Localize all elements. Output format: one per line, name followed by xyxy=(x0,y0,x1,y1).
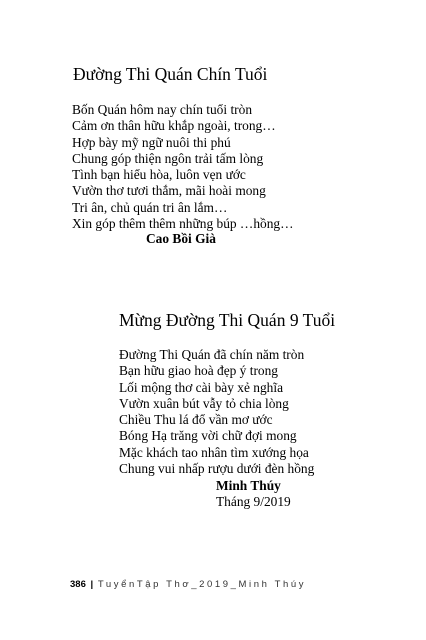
poem1-author: Cao Bồi Già xyxy=(146,231,216,246)
poem2-line: Bóng Hạ trăng vời chữ đợi mong xyxy=(119,428,297,444)
poem2-line: Đường Thi Quán đã chín năm tròn xyxy=(119,347,305,362)
poem2-line: Bạn hữu giao hoà đẹp ý trong xyxy=(119,363,278,379)
poem2-line: Chung vui nhấp rượu dưới đèn hồng xyxy=(119,461,315,477)
poem1-line: Bốn Quán hôm nay chín tuổi tròn xyxy=(72,102,253,117)
poem2-line: Chiều Thu lá đổ vần mơ ước xyxy=(119,412,273,428)
page-footer xyxy=(70,579,360,590)
poem1-line: Vườn thơ tươi thắm, mãi hoài mong xyxy=(72,183,266,199)
poem1-line: Tình bạn hiểu hòa, luôn vẹn ước xyxy=(72,167,246,183)
page-number: 386 xyxy=(70,579,86,590)
poem1-line: Cảm ơn thân hữu khắp ngoài, trong… xyxy=(72,118,276,134)
poem1-line: Tri ân, chủ quán tri ân lắm… xyxy=(72,199,228,215)
poem1-title: Đường Thi Quán Chín Tuổi xyxy=(73,64,268,84)
poem1-line: Xin góp thêm thêm những búp …hồng… xyxy=(72,216,294,232)
poem2-author: Minh Thúy xyxy=(216,478,281,493)
footer-separator: | xyxy=(90,579,94,590)
book-title: TuyểnTập Thơ_2019_Minh Thúy xyxy=(97,579,307,590)
poem2-date: Tháng 9/2019 xyxy=(216,494,291,509)
poem2-title: Mừng Đường Thi Quán 9 Tuổi xyxy=(119,310,336,330)
poem2-line: Vườn xuân bút vẫy tỏ chia lòng xyxy=(119,395,289,411)
poem1-body xyxy=(72,102,294,232)
poem2-line: Mặc khách tao nhân tìm xướng họa xyxy=(119,444,309,460)
poem2-line: Lối mộng thơ cài bày xẻ nghĩa xyxy=(119,379,284,395)
poem1-line: Hợp bày mỹ ngữ nuôi thi phú xyxy=(72,134,231,150)
poem1-line: Chung góp thiện ngôn trải tấm lòng xyxy=(72,150,264,166)
poem2-body xyxy=(119,347,314,477)
